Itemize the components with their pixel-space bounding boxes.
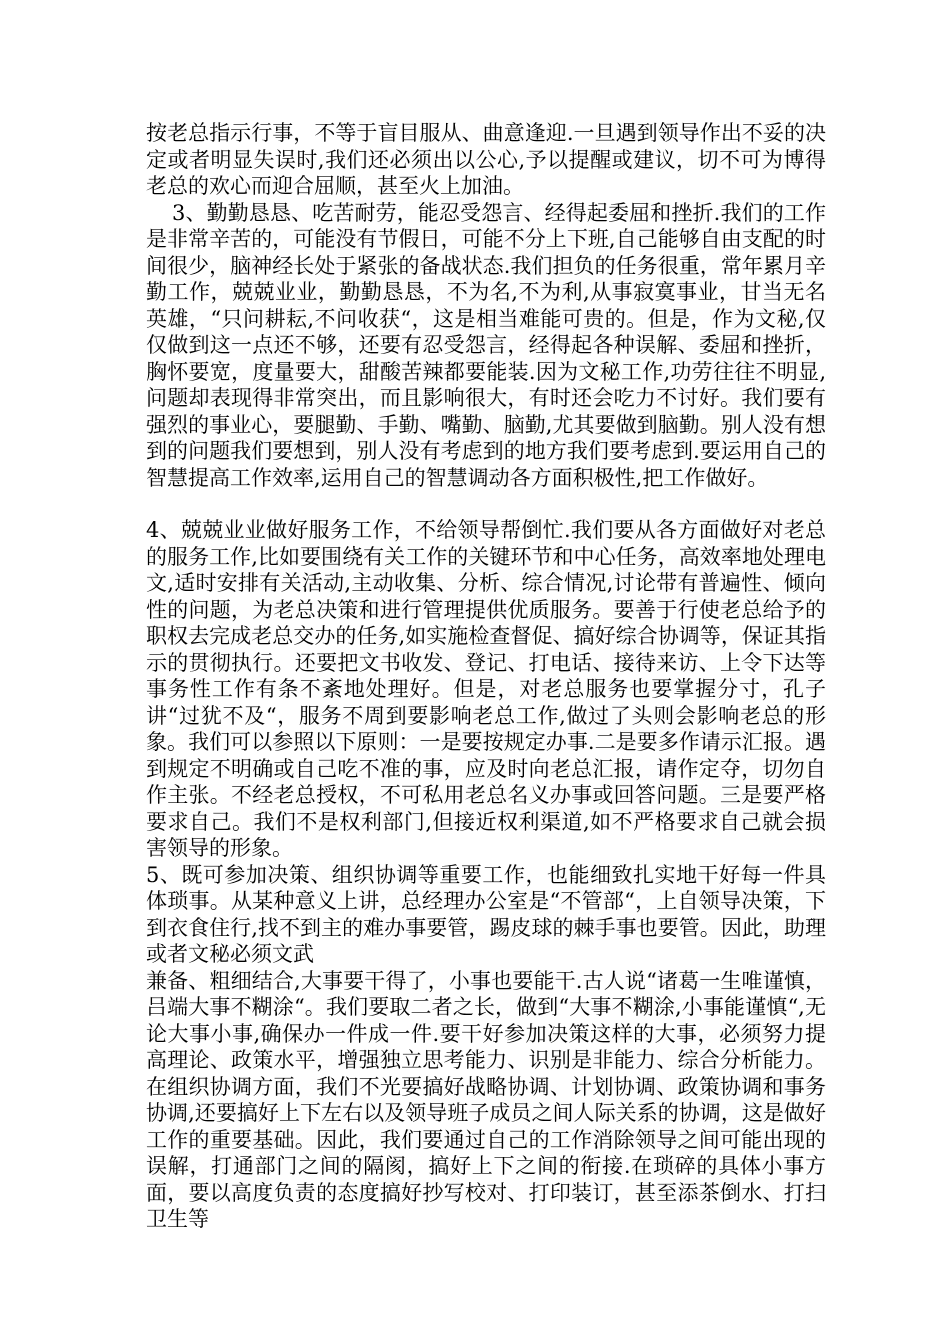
paragraph-3: 4、兢兢业业做好服务工作，不给领导帮倒忙.我们要从各方面做好对老总的服务工作,比如要围绕有关工作的关键环节和中心任务，高效率地处理电文,适时安排有关活动,主动收集、分析、综合情况,讨论带有普遍性、倾向性的问题，为老总决策和进行管理提供优质服务。要善于行使老总给予的职权去完成老总交办的任务,如实施检查督促、搞好综合协调等，保证其指示的贯彻执行。还要把文书收发、登记、打电话、接待来访、上令下达等事务性工作有条不紊地处理好。但是，对老总服务也要掌握分寸，孔子讲“过犹不及“，服务不周到要影响老总工作,做过了头则会影响老总的形象。我们可以参照以下原则：一是要按规定办事.二是要多作请示汇报。遇到规定不明确或自己吃不准的事，应及时向老总汇报，请作定夺，切勿自作主张。不经老总授权，不可私用老总名义办事或回答问题。三是要严格要求自己。我们不是权利部门,但接近权利渠道,如不严格要求自己就会损害领导的形象。 xyxy=(146,518,826,860)
document-body xyxy=(146,120,826,1233)
paragraph-5: 兼备、粗细结合,大事要干得了，小事也要能干.古人说“诸葛一生唯谨慎，吕端大事不糊涂“。我们要取二者之长，做到“大事不糊涂,小事能谨慎“,无论大事小事,确保办一件成一件.要干好参加决策这样的大事，必须努力提高理论、政策水平，增强独立思考能力、识别是非能力、综合分析能力。在组织协调方面，我们不光要搞好战略协调、计划协调、政策协调和事务协调,还要搞好上下左右以及领导班子成员之间人际关系的协调，这是做好工作的重要基础。因此，我们要通过自己的工作消除领导之间可能出现的误解，打通部门之间的隔阂，搞好上下之间的衔接.在琐碎的具体小事方面，要以高度负责的态度搞好抄写校对、打印装订，甚至添茶倒水、打扫卫生等 xyxy=(146,968,826,1231)
paragraph-2: 3、勤勤恳恳、吃苦耐劳，能忍受怨言、经得起委屈和挫折.我们的工作是非常辛苦的，可能没有节假日，可能不分上下班,自己能够自由支配的时间很少，脑神经长处于紧张的备战状态.我们担负的任务很重，常年累月辛勤工作，兢兢业业，勤勤恳恳，不为名,不为利,从事寂寞事业，甘当无名英雄，“只问耕耘,不问收获“，这是相当难能可贵的。但是，作为文秘,仅仅做到这一点还不够，还要有忍受怨言，经得起各种误解、委屈和挫折，胸怀要宽，度量要大，甜酸苦辣都要能装.因为文秘工作,功劳往往不明显,问题却表现得非常突出，而且影响很大，有时还会吃力不讨好。我们要有强烈的事业心，要腿勤、手勤、嘴勤、脑勤,尤其要做到脑勤。别人没有想到的问题我们要想到，别人没有考虑到的地方我们要考虑到.要运用自己的智慧提高工作效率,运用自己的智慧调动各方面积极性,把工作做好。 xyxy=(146,200,826,490)
paragraph-4: 5、既可参加决策、组织协调等重要工作，也能细致扎实地干好每一件具体琐事。从某种意义上讲，总经理办公室是“不管部“，上自领导决策，下到衣食住行,找不到主的难办事要管，踢皮球的棘手事也要管。因此，助理或者文秘必须文武 xyxy=(146,862,826,966)
paragraph-gap xyxy=(146,491,826,517)
paragraph-1: 按老总指示行事，不等于盲目服从、曲意逢迎.一旦遇到领导作出不妥的决定或者明显失误时,我们还必须出以公心,予以提醒或建议，切不可为博得老总的欢心而迎合屈顺，甚至火上加油。 xyxy=(146,121,826,198)
